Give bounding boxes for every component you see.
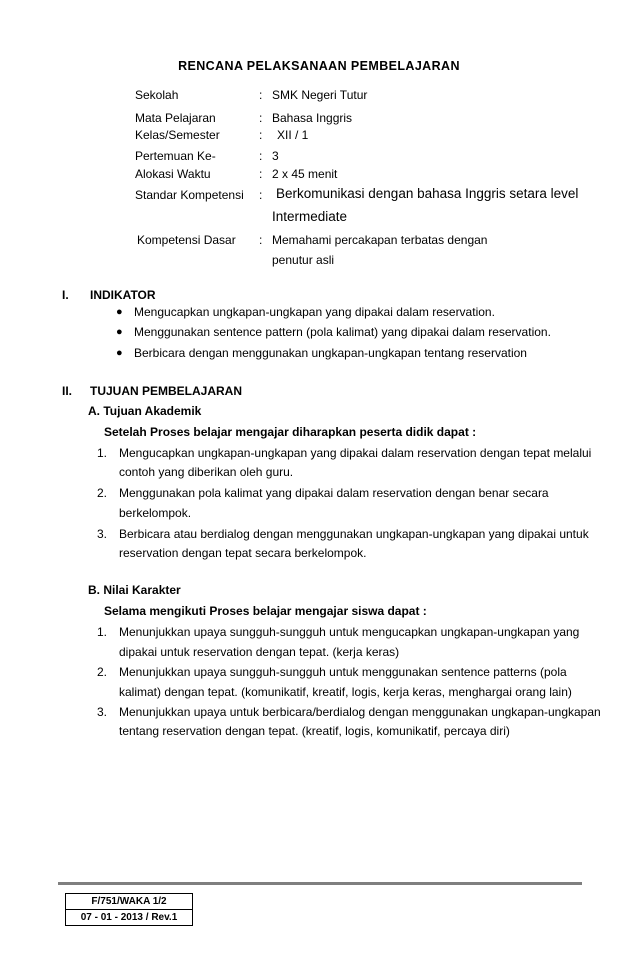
subsection-intro: Selama mengikuti Proses belajar mengajar siswa dapat : xyxy=(104,604,427,618)
section-heading: TUJUAN PEMBELAJARAN xyxy=(90,384,243,398)
item-number: 1. xyxy=(97,446,108,460)
list-item: Menggunakan sentence pattern (pola kalimat) yang dipakai dalam reservation. xyxy=(134,325,551,339)
list-item: Menunjukkan upaya untuk berbicara/berdialog dengan menggunakan ungkapan-ungkapan xyxy=(119,705,601,719)
list-item: Berbicara atau berdialog dengan menggunakan ungkapan-ungkapan yang dipakai untuk xyxy=(119,527,589,541)
footer-divider xyxy=(58,882,582,885)
item-number: 3. xyxy=(97,527,108,541)
identity-value: 3 xyxy=(272,149,279,163)
identity-colon: : xyxy=(259,88,263,102)
identity-value: SMK Negeri Tutur xyxy=(272,88,368,102)
identity-label: Pertemuan Ke- xyxy=(135,149,216,163)
identity-colon: : xyxy=(259,188,263,202)
identity-label: Alokasi Waktu xyxy=(135,167,211,181)
section-heading: INDIKATOR xyxy=(90,288,156,302)
bullet-icon: ● xyxy=(116,306,123,318)
list-item: Menggunakan pola kalimat yang dipakai dalam reservation dengan benar secara xyxy=(119,486,549,500)
list-item-cont: tentang reservation dengan tepat. (kreatif, logis, komunikatif, percaya diri) xyxy=(119,724,510,738)
list-item: Menunjukkan upaya sungguh-sungguh untuk menggunakan sentence patterns (pola xyxy=(119,665,567,679)
list-item-cont: berkelompok. xyxy=(119,506,192,520)
identity-value: Berkomunikasi dengan bahasa Inggris setara level xyxy=(276,186,579,201)
identity-value: 2 x 45 menit xyxy=(272,167,338,181)
footer-form-code xyxy=(65,893,193,926)
identity-label: Sekolah xyxy=(135,88,179,102)
identity-label: Standar Kompetensi xyxy=(135,188,244,202)
item-number: 3. xyxy=(97,705,108,719)
bullet-icon: ● xyxy=(116,347,123,359)
identity-colon: : xyxy=(259,149,263,163)
section-number: II. xyxy=(62,384,73,398)
identity-value-cont: penutur asli xyxy=(272,253,335,267)
list-item: Menunjukkan upaya sungguh-sungguh untuk mengucapkan ungkapan-ungkapan yang xyxy=(119,625,580,639)
list-item: Mengucapkan ungkapan-ungkapan yang dipakai dalam reservation. xyxy=(134,305,495,319)
identity-value: Bahasa Inggris xyxy=(272,111,353,125)
identity-colon: : xyxy=(259,128,263,142)
revision-date: 07 - 01 - 2013 / Rev.1 xyxy=(66,909,192,925)
item-number: 1. xyxy=(97,625,108,639)
form-code: F/751/WAKA 1/2 xyxy=(91,896,167,907)
list-item-cont: contoh yang diberikan oleh guru. xyxy=(119,465,294,479)
identity-label: Kelas/Semester xyxy=(135,128,220,142)
section-number: I. xyxy=(62,288,69,302)
identity-label: Kompetensi Dasar xyxy=(137,233,236,247)
identity-value-cont: Intermediate xyxy=(272,209,348,224)
identity-value: Memahami percakapan terbatas dengan xyxy=(272,233,488,247)
identity-colon: : xyxy=(259,167,263,181)
document-title: RENCANA PELAKSANAAN PEMBELAJARAN xyxy=(178,59,460,73)
identity-value: XII / 1 xyxy=(277,128,309,142)
identity-colon: : xyxy=(259,111,263,125)
identity-colon: : xyxy=(259,233,263,247)
identity-label: Mata Pelajaran xyxy=(135,111,216,125)
item-number: 2. xyxy=(97,486,108,500)
subsection-intro: Setelah Proses belajar mengajar diharapkan peserta didik dapat : xyxy=(104,425,477,439)
list-item-cont: dipakai untuk reservation dengan tepat. (kerja keras) xyxy=(119,645,400,659)
subsection-heading: B. Nilai Karakter xyxy=(88,583,181,597)
list-item: Mengucapkan ungkapan-ungkapan yang dipakai dalam reservation dengan tepat melalui xyxy=(119,446,592,460)
list-item-cont: kalimat) dengan tepat. (komunikatif, kreatif, logis, kerja keras, menghargai orang lain) xyxy=(119,685,572,699)
item-number: 2. xyxy=(97,665,108,679)
list-item-cont: reservation dengan tepat secara berkelompok. xyxy=(119,546,367,560)
subsection-heading: A. Tujuan Akademik xyxy=(88,404,202,418)
bullet-icon: ● xyxy=(116,326,123,338)
list-item: Berbicara dengan menggunakan ungkapan-ungkapan tentang reservation xyxy=(134,346,527,360)
